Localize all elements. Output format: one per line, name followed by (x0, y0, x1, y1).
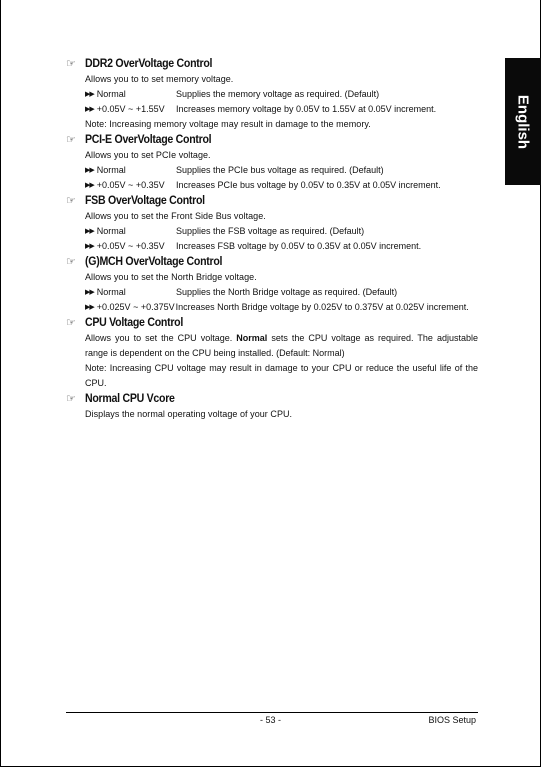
option-row (66, 178, 478, 193)
option-desc: Increases memory voltage by 0.05V to 1.55V at 0.05V increment. (176, 104, 437, 114)
section-title: FSB OverVoltage Control (85, 195, 205, 207)
section-ddr2-overvoltage (66, 56, 478, 132)
section-intro: Allows you to to set memory voltage. (85, 74, 234, 84)
double-arrow-icon: ▶▶ (85, 289, 94, 296)
section-intro: Allows you to set PCIe voltage. (85, 150, 211, 160)
double-arrow-icon: ▶▶ (85, 91, 94, 98)
option-desc: Supplies the North Bridge voltage as required. (Default) (176, 287, 398, 297)
option-desc: Increases North Bridge voltage by 0.025V to 0.375V at 0.025V increment. (175, 302, 469, 312)
double-arrow-icon: ▶▶ (85, 304, 94, 311)
option-desc: Increases FSB voltage by 0.05V to 0.35V at 0.05V increment. (176, 241, 422, 251)
section-title: CPU Voltage Control (85, 317, 184, 329)
option-desc: Supplies the FSB voltage as required. (Default) (176, 226, 365, 236)
section-header (66, 193, 478, 209)
pointing-hand-icon: ☞ (66, 317, 76, 329)
option-row (66, 239, 478, 254)
section-intro: Allows you to set the North Bridge voltage. (85, 272, 257, 282)
section-gmch-overvoltage (66, 254, 478, 315)
section-normal-cpu-vcore (66, 391, 478, 422)
double-arrow-icon: ▶▶ (85, 167, 94, 174)
section-cpu-voltage (66, 315, 478, 391)
option-desc: Increases PCIe bus voltage by 0.05V to 0.35V at 0.05V increment. (176, 180, 441, 190)
language-tab (505, 58, 541, 185)
section-note: Note: Increasing memory voltage may result in damage to the memory. (85, 119, 371, 129)
content-area (66, 56, 478, 422)
section-pcie-overvoltage (66, 132, 478, 193)
section-fsb-overvoltage (66, 193, 478, 254)
option-row (66, 300, 478, 315)
option-key: +0.05V ~ +1.55V (96, 104, 165, 114)
section-header (66, 391, 478, 407)
pointing-hand-icon: ☞ (66, 393, 76, 405)
option-key: Normal (96, 226, 126, 236)
section-title: DDR2 OverVoltage Control (85, 58, 213, 70)
section-title: Normal CPU Vcore (85, 393, 175, 405)
footer-divider (66, 712, 478, 713)
pointing-hand-icon: ☞ (66, 195, 76, 207)
section-note: Note: Increasing CPU voltage may result in damage to your CPU or reduce the useful life of the CPU. (85, 363, 478, 388)
page-number: - 53 - (259, 715, 281, 725)
footer-section-name: BIOS Setup (428, 715, 476, 725)
option-key: Normal (96, 287, 126, 297)
double-arrow-icon: ▶▶ (85, 228, 94, 235)
option-row (66, 224, 478, 239)
section-header (66, 315, 478, 331)
section-title: PCI-E OverVoltage Control (85, 134, 212, 146)
pointing-hand-icon: ☞ (66, 256, 76, 268)
section-header (66, 254, 478, 270)
double-arrow-icon: ▶▶ (85, 106, 94, 113)
double-arrow-icon: ▶▶ (85, 243, 94, 250)
language-tab-label: English (514, 94, 532, 149)
option-row (66, 285, 478, 300)
option-desc: Supplies the memory voltage as required. (Default) (176, 89, 380, 99)
option-row (66, 102, 478, 117)
body-text-bold: Normal (236, 333, 268, 343)
section-intro: Allows you to set the Front Side Bus voltage. (85, 211, 266, 221)
option-key: +0.025V ~ +0.375V (96, 302, 175, 312)
option-desc: Supplies the PCIe bus voltage as required. (Default) (176, 165, 384, 175)
option-key: Normal (96, 165, 126, 175)
section-title: (G)MCH OverVoltage Control (85, 256, 223, 268)
body-text-post: sets the CPU voltage as required. The adjustable range is dependent on the CPU being installed. (Default: Normal) (85, 333, 478, 358)
option-row (66, 87, 478, 102)
option-key: +0.05V ~ +0.35V (96, 241, 165, 251)
section-header (66, 56, 478, 72)
option-row (66, 163, 478, 178)
double-arrow-icon: ▶▶ (85, 182, 94, 189)
pointing-hand-icon: ☞ (66, 134, 76, 146)
section-body (66, 331, 478, 361)
option-key: +0.05V ~ +0.35V (96, 180, 165, 190)
pointing-hand-icon: ☞ (66, 58, 76, 70)
option-key: Normal (96, 89, 126, 99)
section-header (66, 132, 478, 148)
section-intro: Displays the normal operating voltage of your CPU. (85, 409, 293, 419)
body-text-pre: Allows you to set the CPU voltage. (85, 333, 233, 343)
